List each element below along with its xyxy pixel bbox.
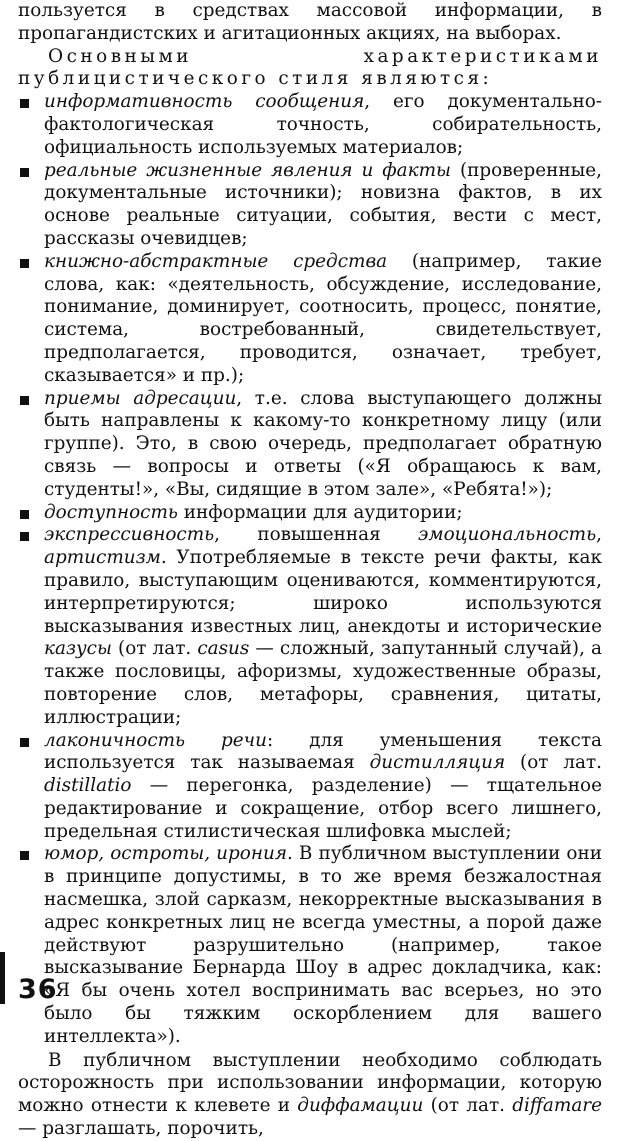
item-text: (например, такие слова, как: «деятельность, обсуждение, исследование, понимание, доминирует, соотносить, процесс, понятие, система, востребованный, свидетельствует, предполагается, проводится, означает, требует, сказывается» и пр.);	[44, 250, 602, 386]
list-item	[18, 251, 602, 388]
item-text: , повышенная	[214, 524, 419, 546]
page-number: 36	[18, 974, 58, 1005]
latin-word: distillatio	[44, 775, 132, 797]
item-term: артистизм	[44, 547, 161, 569]
bullet-icon	[20, 99, 29, 108]
closing-paragraph	[18, 1050, 602, 1141]
list-item	[18, 91, 602, 159]
item-term: казусы	[44, 638, 112, 660]
page-body	[18, 0, 602, 1141]
closing-text: В публичном выступлении необходимо соблюдать осторожность при использовании информации, которую можно отнести к клевете и	[18, 1049, 602, 1117]
item-text: , т.е. слова выступающего должны быть направлены к какому-то конкретному лицу (или группе). Это, в свою очередь, предполагает обратную связь — вопросы и ответы («Я обращаюсь к вам, студенты!», «Вы, сидящие в этом зале», «Ребята!»);	[44, 387, 602, 500]
bullet-icon	[20, 396, 29, 405]
bullet-icon	[20, 168, 29, 177]
intro-paragraph	[18, 0, 602, 46]
page-edge-bar	[0, 952, 5, 1004]
item-term: лаконичность речи	[44, 729, 267, 751]
item-text: ,	[596, 524, 602, 546]
item-term: книжно-абстрактные средства	[44, 250, 388, 272]
item-text: , его документально-фактологическая точность, собирательность, официальность используемых материалов;	[44, 91, 602, 158]
item-text: (от лат.	[111, 638, 198, 660]
list-item	[18, 160, 602, 251]
item-term: реальные жизненные явления и факты	[44, 159, 452, 181]
item-term: юмор, остроты, ирония	[44, 843, 288, 865]
list-item	[18, 524, 602, 729]
latin-word: casus	[197, 638, 250, 660]
item-term: дистилляция	[369, 752, 506, 774]
latin-word: diffamare	[512, 1095, 602, 1117]
item-term: эмоциональность	[418, 524, 597, 546]
bullet-icon	[20, 532, 29, 541]
item-term: экспрессивность	[44, 524, 215, 546]
closing-text: (от лат.	[423, 1095, 513, 1117]
item-term: доступность	[44, 501, 178, 523]
item-text: (от лат.	[505, 752, 602, 774]
item-text: — сложный, запутанный случай), а также пословицы, афоризмы, художественные образы, повторение слов, метафоры, сравнения, цитаты, иллюстрации;	[44, 638, 602, 728]
intro-text: пользуется в средствах массовой информации, в пропагандистских и агитационных акциях, на выборах.	[18, 0, 602, 44]
bullet-icon	[20, 738, 29, 747]
closing-term: диффамации	[297, 1095, 424, 1117]
item-text: . Употребляемые в тексте речи факты, как правило, выступающим оцениваются, комментируются, интерпретируются; широко используются высказывания известных лиц, анекдоты и исторические	[44, 547, 602, 637]
item-text: : для уменьшения текста используется так называемая	[44, 729, 602, 774]
lead-paragraph	[18, 46, 602, 92]
lead-text: Основными характеристиками публицистического стиля являются:	[18, 45, 602, 90]
characteristics-list	[18, 91, 602, 1048]
item-text: . В публичном выступлении они в принципе допустимы, в то же время безжалостная насмешка, злой сарказм, некорректные высказывания в адрес конкретных лиц не всегда уместны, а порой даже действуют разрушительно (например, такое высказывание Бернарда Шоу в адрес докладчика, как: «Я бы очень хотел воспринимать вас всерьез, но это было бы тяжким оскорблением для вашего интеллекта»).	[44, 843, 602, 1047]
item-text: информации для аудитории;	[177, 501, 463, 523]
list-item	[18, 388, 602, 502]
bullet-icon	[20, 851, 29, 860]
item-text: — перегонка, разделение) — тщательное редактирование и сокращение, отбор всего лишнего, предельная стилистическая шлифовка мыслей;	[44, 775, 602, 842]
item-term: приемы адресации	[44, 387, 237, 409]
item-term: информативность сообщения	[44, 91, 365, 113]
bullet-icon	[20, 259, 29, 268]
list-item	[18, 730, 602, 844]
bullet-icon	[20, 510, 29, 519]
closing-text: — разглашать, порочить,	[18, 1118, 264, 1140]
list-item	[18, 502, 602, 525]
item-text: (проверенные, документальные источники); новизна фактов, в их основе реальные ситуации, события, вести с мест, рассказы очевидцев;	[44, 159, 602, 249]
list-item	[18, 843, 602, 1048]
